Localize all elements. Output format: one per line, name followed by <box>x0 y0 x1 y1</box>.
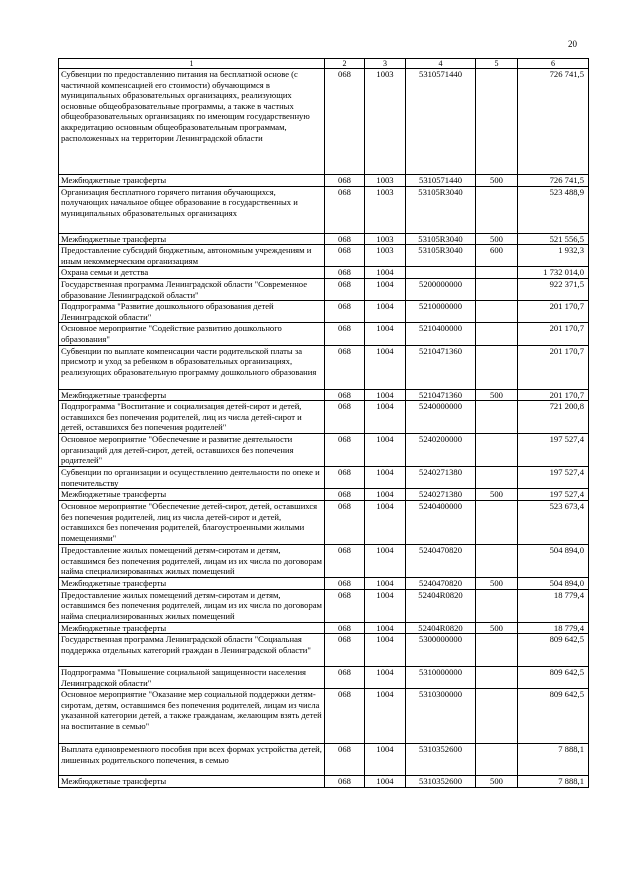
expense-type-cell <box>476 667 518 689</box>
section-code-cell: 1004 <box>365 467 406 489</box>
grbs-code-cell: 068 <box>325 434 365 467</box>
column-header: 4 <box>406 59 476 69</box>
expense-type-cell <box>476 278 518 300</box>
table-row <box>59 500 589 544</box>
table-row <box>59 401 589 434</box>
table-row <box>59 245 589 267</box>
target-code-cell: 5210471360 <box>406 345 476 389</box>
section-code-cell: 1004 <box>365 500 406 544</box>
expense-type-cell <box>476 634 518 667</box>
amount-cell: 726 741,5 <box>518 69 589 175</box>
table-row <box>59 589 589 622</box>
grbs-code-cell: 068 <box>325 345 365 389</box>
grbs-code-cell: 068 <box>325 689 365 744</box>
column-header: 6 <box>518 59 589 69</box>
section-code-cell: 1003 <box>365 175 406 187</box>
grbs-code-cell: 068 <box>325 301 365 323</box>
target-code-cell: 52404R0820 <box>406 589 476 622</box>
table-row <box>59 186 589 233</box>
table-row <box>59 634 589 667</box>
amount-cell: 504 894,0 <box>518 544 589 577</box>
expense-type-cell <box>476 434 518 467</box>
row-name-cell: Межбюджетные трансферты <box>59 776 325 788</box>
expense-type-cell: 500 <box>476 577 518 589</box>
table-row <box>59 489 589 501</box>
grbs-code-cell: 068 <box>325 589 365 622</box>
column-header: 5 <box>476 59 518 69</box>
section-code-cell: 1004 <box>365 776 406 788</box>
table-row <box>59 301 589 323</box>
row-name-cell: Подпрограмма "Воспитание и социализация детей-сирот и детей, оставшихся без попечения родителей, лиц из числа детей-сирот и детей, оставшихся без попечения родителей" <box>59 401 325 434</box>
section-code-cell: 1003 <box>365 233 406 245</box>
expense-type-cell <box>476 69 518 175</box>
column-header: 2 <box>325 59 365 69</box>
row-name-cell: Основное мероприятие "Оказание мер социальной поддержки детям-сиротам, детям, оставшимся без попечения родителей, лицам из числа указанной категории детей, а также гражданам, желающим взять детей на воспитание в семью" <box>59 689 325 744</box>
amount-cell: 201 170,7 <box>518 345 589 389</box>
row-name-cell: Государственная программа Ленинградской области "Социальная поддержка отдельных категорий граждан в Ленинградской области" <box>59 634 325 667</box>
expense-type-cell: 500 <box>476 776 518 788</box>
grbs-code-cell: 068 <box>325 489 365 501</box>
row-name-cell: Организация бесплатного горячего питания обучающихся, получающих начальное общее образование в государственных и муниципальных образовательных организациях <box>59 186 325 233</box>
table-row <box>59 345 589 389</box>
target-code-cell: 5240470820 <box>406 544 476 577</box>
row-name-cell: Основное мероприятие "Обеспечение детей-сирот, детей, оставшихся без попечения родителей, лиц из числа детей-сирот и детей, оставшихся без попечения родителей, благоустроенными жилыми помещениями" <box>59 500 325 544</box>
budget-table <box>58 58 589 788</box>
target-code-cell: 5240400000 <box>406 500 476 544</box>
amount-cell: 523 673,4 <box>518 500 589 544</box>
section-code-cell: 1003 <box>365 69 406 175</box>
target-code-cell: 5210000000 <box>406 301 476 323</box>
section-code-cell: 1004 <box>365 401 406 434</box>
target-code-cell: 5310000000 <box>406 667 476 689</box>
row-name-cell: Субвенции по предоставлению питания на бесплатной основе (с частичной компенсацией его стоимости) обучающимся в муниципальных образовательных организациях, реализующих основные общеобразовательные программы, а также в частных общеобразовательных организациях по имеющим государственную аккредитацию основным общеобразовательным программам, расположенных на территории Ленинградской области <box>59 69 325 175</box>
grbs-code-cell: 068 <box>325 776 365 788</box>
table-row <box>59 233 589 245</box>
table-row <box>59 744 589 776</box>
amount-cell: 922 371,5 <box>518 278 589 300</box>
target-code-cell: 5210471360 <box>406 389 476 401</box>
section-code-cell: 1004 <box>365 667 406 689</box>
section-code-cell: 1004 <box>365 323 406 345</box>
expense-type-cell <box>476 744 518 776</box>
amount-cell: 18 779,4 <box>518 622 589 634</box>
section-code-cell: 1004 <box>365 544 406 577</box>
row-name-cell: Межбюджетные трансферты <box>59 622 325 634</box>
amount-cell: 7 888,1 <box>518 776 589 788</box>
target-code-cell: 5310571440 <box>406 175 476 187</box>
table-row <box>59 267 589 279</box>
table-row <box>59 776 589 788</box>
grbs-code-cell: 068 <box>325 233 365 245</box>
target-code-cell: 53105R3040 <box>406 186 476 233</box>
expense-type-cell: 600 <box>476 245 518 267</box>
table-row <box>59 278 589 300</box>
row-name-cell: Предоставление субсидий бюджетным, автономным учреждениям и иным некоммерческим организациям <box>59 245 325 267</box>
row-name-cell: Подпрограмма "Повышение социальной защищенности населения Ленинградской области" <box>59 667 325 689</box>
target-code-cell: 5310352600 <box>406 744 476 776</box>
expense-type-cell: 500 <box>476 489 518 501</box>
row-name-cell: Охрана семьи и детства <box>59 267 325 279</box>
amount-cell: 197 527,4 <box>518 434 589 467</box>
section-code-cell: 1004 <box>365 267 406 279</box>
section-code-cell: 1004 <box>365 634 406 667</box>
table-row <box>59 544 589 577</box>
grbs-code-cell: 068 <box>325 267 365 279</box>
table-body <box>59 59 589 788</box>
row-name-cell: Межбюджетные трансферты <box>59 577 325 589</box>
expense-type-cell <box>476 345 518 389</box>
grbs-code-cell: 068 <box>325 401 365 434</box>
expense-type-cell <box>476 589 518 622</box>
row-name-cell: Основное мероприятие "Обеспечение и развитие деятельности организаций для детей-сирот, детей, оставшихся без попечения родителей" <box>59 434 325 467</box>
amount-cell: 201 170,7 <box>518 301 589 323</box>
grbs-code-cell: 068 <box>325 634 365 667</box>
expense-type-cell <box>476 186 518 233</box>
section-code-cell: 1004 <box>365 577 406 589</box>
row-name-cell: Основное мероприятие "Содействие развитию дошкольного образования" <box>59 323 325 345</box>
row-name-cell: Предоставление жилых помещений детям-сиротам и детям, оставшимся без попечения родителей, лицам из их числа по договорам найма специализированных жилых помещений <box>59 544 325 577</box>
section-code-cell: 1004 <box>365 689 406 744</box>
section-code-cell: 1004 <box>365 301 406 323</box>
section-code-cell: 1004 <box>365 744 406 776</box>
amount-cell: 726 741,5 <box>518 175 589 187</box>
section-code-cell: 1004 <box>365 589 406 622</box>
section-code-cell: 1003 <box>365 186 406 233</box>
target-code-cell: 52404R0820 <box>406 622 476 634</box>
table-row <box>59 667 589 689</box>
amount-cell: 809 642,5 <box>518 667 589 689</box>
amount-cell: 201 170,7 <box>518 389 589 401</box>
grbs-code-cell: 068 <box>325 667 365 689</box>
amount-cell: 201 170,7 <box>518 323 589 345</box>
target-code-cell <box>406 267 476 279</box>
table-row <box>59 577 589 589</box>
expense-type-cell <box>476 544 518 577</box>
grbs-code-cell: 068 <box>325 544 365 577</box>
amount-cell: 721 200,8 <box>518 401 589 434</box>
target-code-cell: 5240200000 <box>406 434 476 467</box>
amount-cell: 809 642,5 <box>518 689 589 744</box>
section-code-cell: 1003 <box>365 245 406 267</box>
expense-type-cell: 500 <box>476 622 518 634</box>
expense-type-cell: 500 <box>476 233 518 245</box>
column-number-row <box>59 59 589 69</box>
row-name-cell: Межбюджетные трансферты <box>59 233 325 245</box>
amount-cell: 1 732 014,0 <box>518 267 589 279</box>
target-code-cell: 5300000000 <box>406 634 476 667</box>
table-row <box>59 389 589 401</box>
target-code-cell: 53105R3040 <box>406 245 476 267</box>
row-name-cell: Выплата единовременного пособия при всех формах устройства детей, лишенных родительского попечения, в семью <box>59 744 325 776</box>
grbs-code-cell: 068 <box>325 245 365 267</box>
target-code-cell: 53105R3040 <box>406 233 476 245</box>
amount-cell: 504 894,0 <box>518 577 589 589</box>
row-name-cell: Межбюджетные трансферты <box>59 389 325 401</box>
amount-cell: 1 932,3 <box>518 245 589 267</box>
section-code-cell: 1004 <box>365 389 406 401</box>
amount-cell: 7 888,1 <box>518 744 589 776</box>
grbs-code-cell: 068 <box>325 577 365 589</box>
grbs-code-cell: 068 <box>325 389 365 401</box>
row-name-cell: Подпрограмма "Развитие дошкольного образования детей Ленинградской области" <box>59 301 325 323</box>
expense-type-cell <box>476 301 518 323</box>
table-row <box>59 689 589 744</box>
grbs-code-cell: 068 <box>325 500 365 544</box>
expense-type-cell <box>476 267 518 279</box>
target-code-cell: 5310300000 <box>406 689 476 744</box>
amount-cell: 521 556,5 <box>518 233 589 245</box>
target-code-cell: 5310571440 <box>406 69 476 175</box>
section-code-cell: 1004 <box>365 489 406 501</box>
target-code-cell: 5240000000 <box>406 401 476 434</box>
section-code-cell: 1004 <box>365 622 406 634</box>
target-code-cell: 5200000000 <box>406 278 476 300</box>
table-row <box>59 323 589 345</box>
expense-type-cell: 500 <box>476 389 518 401</box>
grbs-code-cell: 068 <box>325 622 365 634</box>
expense-type-cell <box>476 401 518 434</box>
target-code-cell: 5240271380 <box>406 467 476 489</box>
row-name-cell: Субвенции по организации и осуществлению деятельности по опеке и попечительству <box>59 467 325 489</box>
table-row <box>59 69 589 175</box>
target-code-cell: 5210400000 <box>406 323 476 345</box>
expense-type-cell <box>476 500 518 544</box>
expense-type-cell <box>476 323 518 345</box>
amount-cell: 809 642,5 <box>518 634 589 667</box>
table-row <box>59 175 589 187</box>
row-name-cell: Межбюджетные трансферты <box>59 489 325 501</box>
table-row <box>59 434 589 467</box>
row-name-cell: Субвенции по выплате компенсации части родительской платы за присмотр и уход за ребенком в образовательных организациях, реализующих образовательную программу дошкольного образования <box>59 345 325 389</box>
grbs-code-cell: 068 <box>325 323 365 345</box>
table-row <box>59 467 589 489</box>
grbs-code-cell: 068 <box>325 744 365 776</box>
grbs-code-cell: 068 <box>325 278 365 300</box>
table-row <box>59 622 589 634</box>
expense-type-cell <box>476 467 518 489</box>
grbs-code-cell: 068 <box>325 186 365 233</box>
section-code-cell: 1004 <box>365 278 406 300</box>
grbs-code-cell: 068 <box>325 175 365 187</box>
row-name-cell: Государственная программа Ленинградской области "Современное образование Ленинградской области" <box>59 278 325 300</box>
amount-cell: 197 527,4 <box>518 467 589 489</box>
column-header: 1 <box>59 59 325 69</box>
row-name-cell: Предоставление жилых помещений детям-сиротам и детям, оставшимся без попечения родителей, лицам из их числа по договорам найма специализированных жилых помещений <box>59 589 325 622</box>
target-code-cell: 5240470820 <box>406 577 476 589</box>
target-code-cell: 5240271380 <box>406 489 476 501</box>
target-code-cell: 5310352600 <box>406 776 476 788</box>
amount-cell: 197 527,4 <box>518 489 589 501</box>
section-code-cell: 1004 <box>365 434 406 467</box>
amount-cell: 523 488,9 <box>518 186 589 233</box>
amount-cell: 18 779,4 <box>518 589 589 622</box>
section-code-cell: 1004 <box>365 345 406 389</box>
expense-type-cell <box>476 689 518 744</box>
row-name-cell: Межбюджетные трансферты <box>59 175 325 187</box>
expense-type-cell: 500 <box>476 175 518 187</box>
grbs-code-cell: 068 <box>325 69 365 175</box>
page-number: 20 <box>568 39 577 49</box>
column-header: 3 <box>365 59 406 69</box>
grbs-code-cell: 068 <box>325 467 365 489</box>
